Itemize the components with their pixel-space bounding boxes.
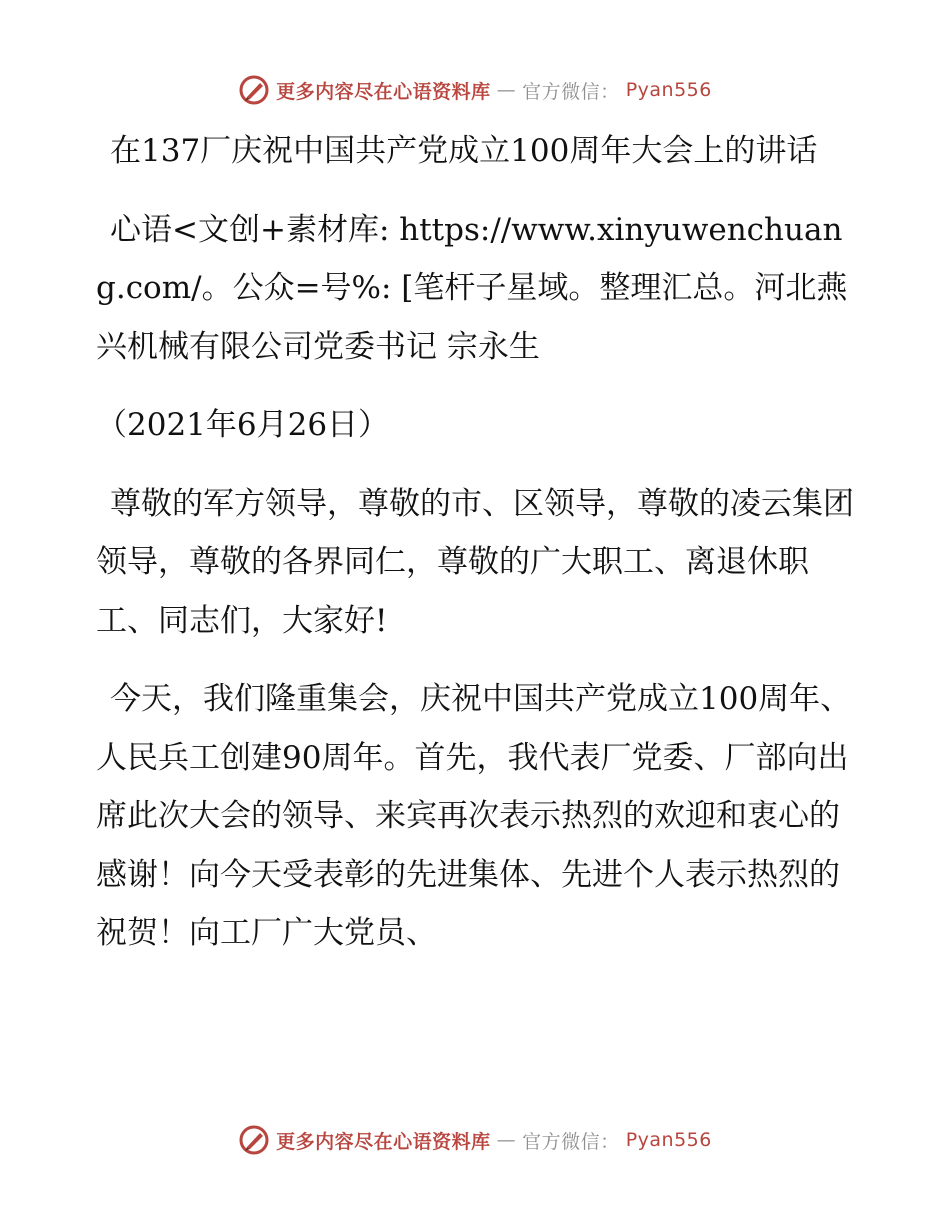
watermark-official-label: 官方微信： [522,80,620,103]
document-body [96,122,856,983]
watermark-main-text: 更多内容尽在心语资料库 [276,1130,491,1153]
document-date [96,396,856,455]
document-date-text: （2021年6月26日） [96,407,390,443]
watermark-dash: — [496,79,517,101]
footer-watermark [0,1124,950,1156]
document-title-text: 在137厂庆祝中国共产党成立100周年大会上的讲话 [110,133,818,169]
watermark-main-text: 更多内容尽在心语资料库 [276,80,491,103]
source-note [96,201,856,377]
source-note-text: 心语<文创+素材库: https://www.xinyuwenchuang.com/。公众=号%: [笔杆子星域。整理汇总。河北燕兴机械有限公司党委书记 宗永生 [96,211,848,365]
header-watermark [0,74,950,106]
paragraph-1-text: 尊敬的军方领导，尊敬的市、区领导，尊敬的凌云集团领导，尊敬的各界同仁，尊敬的广大职工、离退休职工、同志们，大家好! [96,485,854,639]
paragraph-1 [96,475,856,651]
pen-seal-icon [238,74,270,106]
watermark-official-label: 官方微信： [522,1130,620,1153]
pen-seal-icon [238,1124,270,1156]
watermark-wechat-id: Pyan556 [625,1129,712,1151]
paragraph-2 [96,670,856,963]
paragraph-2-text: 今天，我们隆重集会，庆祝中国共产党成立100周年、人民兵工创建90周年。首先，我代表厂党委、厂部向出席此次大会的领导、来宾再次表示热烈的欢迎和衷心的感谢！向今天受表彰的先进集体、先进个人表示热烈的祝贺！向工厂广大党员、 [96,681,852,951]
document-title [96,122,856,181]
watermark-dash: — [496,1129,517,1151]
watermark-wechat-id: Pyan556 [625,79,712,101]
